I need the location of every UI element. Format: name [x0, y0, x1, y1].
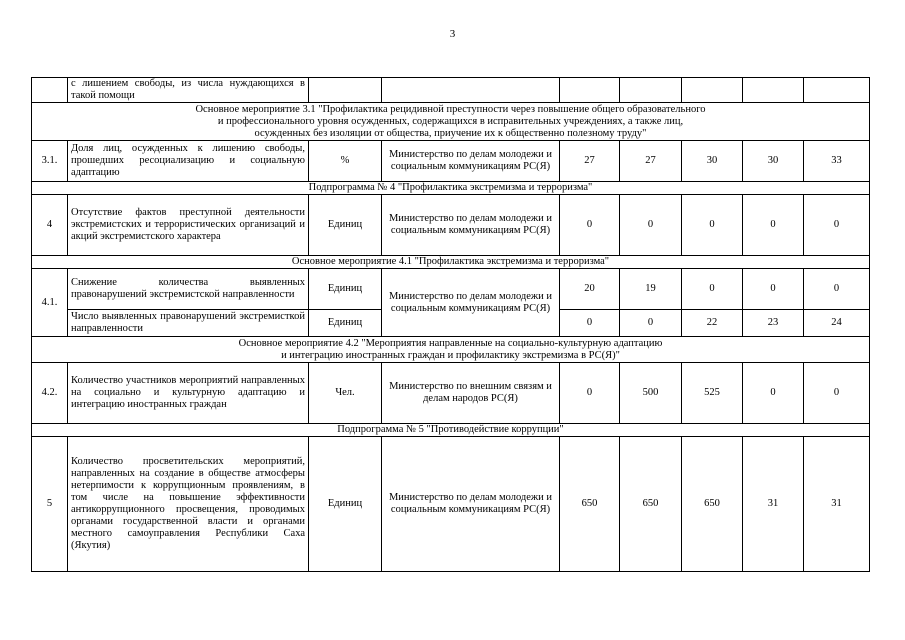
section-header-row — [32, 337, 870, 363]
cell-responsible: Министерство по делам молодежи и социальным коммуникациям РС(Я) — [382, 437, 560, 572]
cell-unit: Единиц — [309, 195, 382, 256]
cell-num: 4.1. — [32, 269, 68, 337]
cell-value: 0 — [743, 195, 804, 256]
table-row — [32, 78, 870, 103]
section-header-line: осужденных без изоляции от общества, приучение их к общественно полезному труду" — [254, 127, 647, 139]
section-header-4-2 — [32, 337, 870, 363]
cell-indicator-name: Отсутствие фактов преступной деятельности экстремистских и террористических организаций и акций экстремистского характера — [68, 195, 309, 256]
cell-value: 0 — [743, 363, 804, 424]
section-header-line: Основное мероприятие 4.2 "Мероприятия направленные на социально-культурную адаптацию — [238, 337, 663, 349]
section-header-row — [32, 256, 870, 269]
cell-value — [560, 78, 620, 103]
cell-indicator-name: с лишением свободы, из числа нуждающихся в такой помощи — [68, 78, 309, 103]
cell-indicator-name: Число выявленных правонарушений экстремисткой направленности — [68, 310, 309, 337]
subprogram-header-5: Подпрограмма № 5 "Противодействие коррупции" — [32, 424, 870, 437]
cell-indicator-name: Количество участников мероприятий направленных на социально и культурную адаптацию и интеграцию иностранных граждан — [68, 363, 309, 424]
cell-unit: Единиц — [309, 437, 382, 572]
cell-value: 27 — [560, 141, 620, 182]
cell-value: 30 — [743, 141, 804, 182]
cell-responsible: Министерство по внешним связям и делам народов РС(Я) — [382, 363, 560, 424]
cell-value: 0 — [682, 195, 743, 256]
cell-value: 23 — [743, 310, 804, 337]
indicators-table — [31, 77, 870, 572]
cell-num: 3.1. — [32, 141, 68, 182]
cell-responsible: Министерство по делам молодежи и социальным коммуникациям РС(Я) — [382, 195, 560, 256]
cell-unit: % — [309, 141, 382, 182]
cell-responsible — [382, 78, 560, 103]
cell-value: 0 — [560, 195, 620, 256]
section-header-row — [32, 424, 870, 437]
cell-value: 0 — [682, 269, 743, 310]
cell-num: 4.2. — [32, 363, 68, 424]
cell-value: 650 — [620, 437, 682, 572]
cell-indicator-name: Доля лиц, осужденных к лишению свободы, прошедших ресоциализацию и социальную адаптацию — [68, 141, 309, 182]
cell-unit: Единиц — [309, 310, 382, 337]
cell-value: 31 — [743, 437, 804, 572]
cell-value: 0 — [804, 269, 870, 310]
cell-unit — [309, 78, 382, 103]
cell-value — [743, 78, 804, 103]
table-row — [32, 195, 870, 256]
cell-responsible: Министерство по делам молодежи и социальным коммуникациям РС(Я) — [382, 141, 560, 182]
table-row — [32, 363, 870, 424]
cell-value: 22 — [682, 310, 743, 337]
cell-num: 5 — [32, 437, 68, 572]
cell-value — [682, 78, 743, 103]
cell-responsible: Министерство по делам молодежи и социальным коммуникациям РС(Я) — [382, 269, 560, 337]
cell-value: 31 — [804, 437, 870, 572]
cell-value: 19 — [620, 269, 682, 310]
cell-num: 4 — [32, 195, 68, 256]
cell-value: 27 — [620, 141, 682, 182]
cell-value: 650 — [560, 437, 620, 572]
cell-value: 500 — [620, 363, 682, 424]
cell-value: 0 — [620, 310, 682, 337]
cell-value — [804, 78, 870, 103]
section-header-row — [32, 182, 870, 195]
section-header-3-1 — [32, 103, 870, 141]
cell-unit: Единиц — [309, 269, 382, 310]
cell-unit: Чел. — [309, 363, 382, 424]
cell-value: 30 — [682, 141, 743, 182]
section-header-line: Основное мероприятие 3.1 "Профилактика рецидивной преступности через повышение общего образовательного — [195, 103, 706, 115]
cell-value: 0 — [804, 195, 870, 256]
subprogram-header-4: Подпрограмма № 4 "Профилактика экстремизма и терроризма" — [32, 182, 870, 195]
cell-value — [620, 78, 682, 103]
cell-value: 0 — [560, 310, 620, 337]
cell-value: 650 — [682, 437, 743, 572]
table-row — [32, 141, 870, 182]
section-header-row — [32, 103, 870, 141]
table-row — [32, 437, 870, 572]
cell-value: 0 — [743, 269, 804, 310]
cell-num — [32, 78, 68, 103]
cell-value: 33 — [804, 141, 870, 182]
section-header-line: и профессионального уровня осужденных, содержащихся в исправительных учреждениях, а также лиц, — [217, 115, 684, 127]
page-number: 3 — [449, 28, 456, 40]
cell-value: 0 — [620, 195, 682, 256]
cell-value: 0 — [804, 363, 870, 424]
section-header-4-1: Основное мероприятие 4.1 "Профилактика экстремизма и терроризма" — [32, 256, 870, 269]
cell-indicator-name: Количество просветительских мероприятий, направленных на создание в обществе атмосферы нетерпимости к коррупционным проявлениям, в том числе на повышение эффективности антикоррупционного просвещения, проводимых органами государственной власти и органами местного самоуправления Республики Саха (Якутия) — [68, 437, 309, 572]
section-header-line: и интеграцию иностранных граждан и профилактику экстремизма в РС(Я)" — [281, 349, 620, 361]
cell-value: 0 — [560, 363, 620, 424]
cell-value: 20 — [560, 269, 620, 310]
cell-indicator-name: Снижение количества выявленных правонарушений экстремистской направленности — [68, 269, 309, 310]
cell-value: 525 — [682, 363, 743, 424]
table-row — [32, 269, 870, 310]
cell-value: 24 — [804, 310, 870, 337]
